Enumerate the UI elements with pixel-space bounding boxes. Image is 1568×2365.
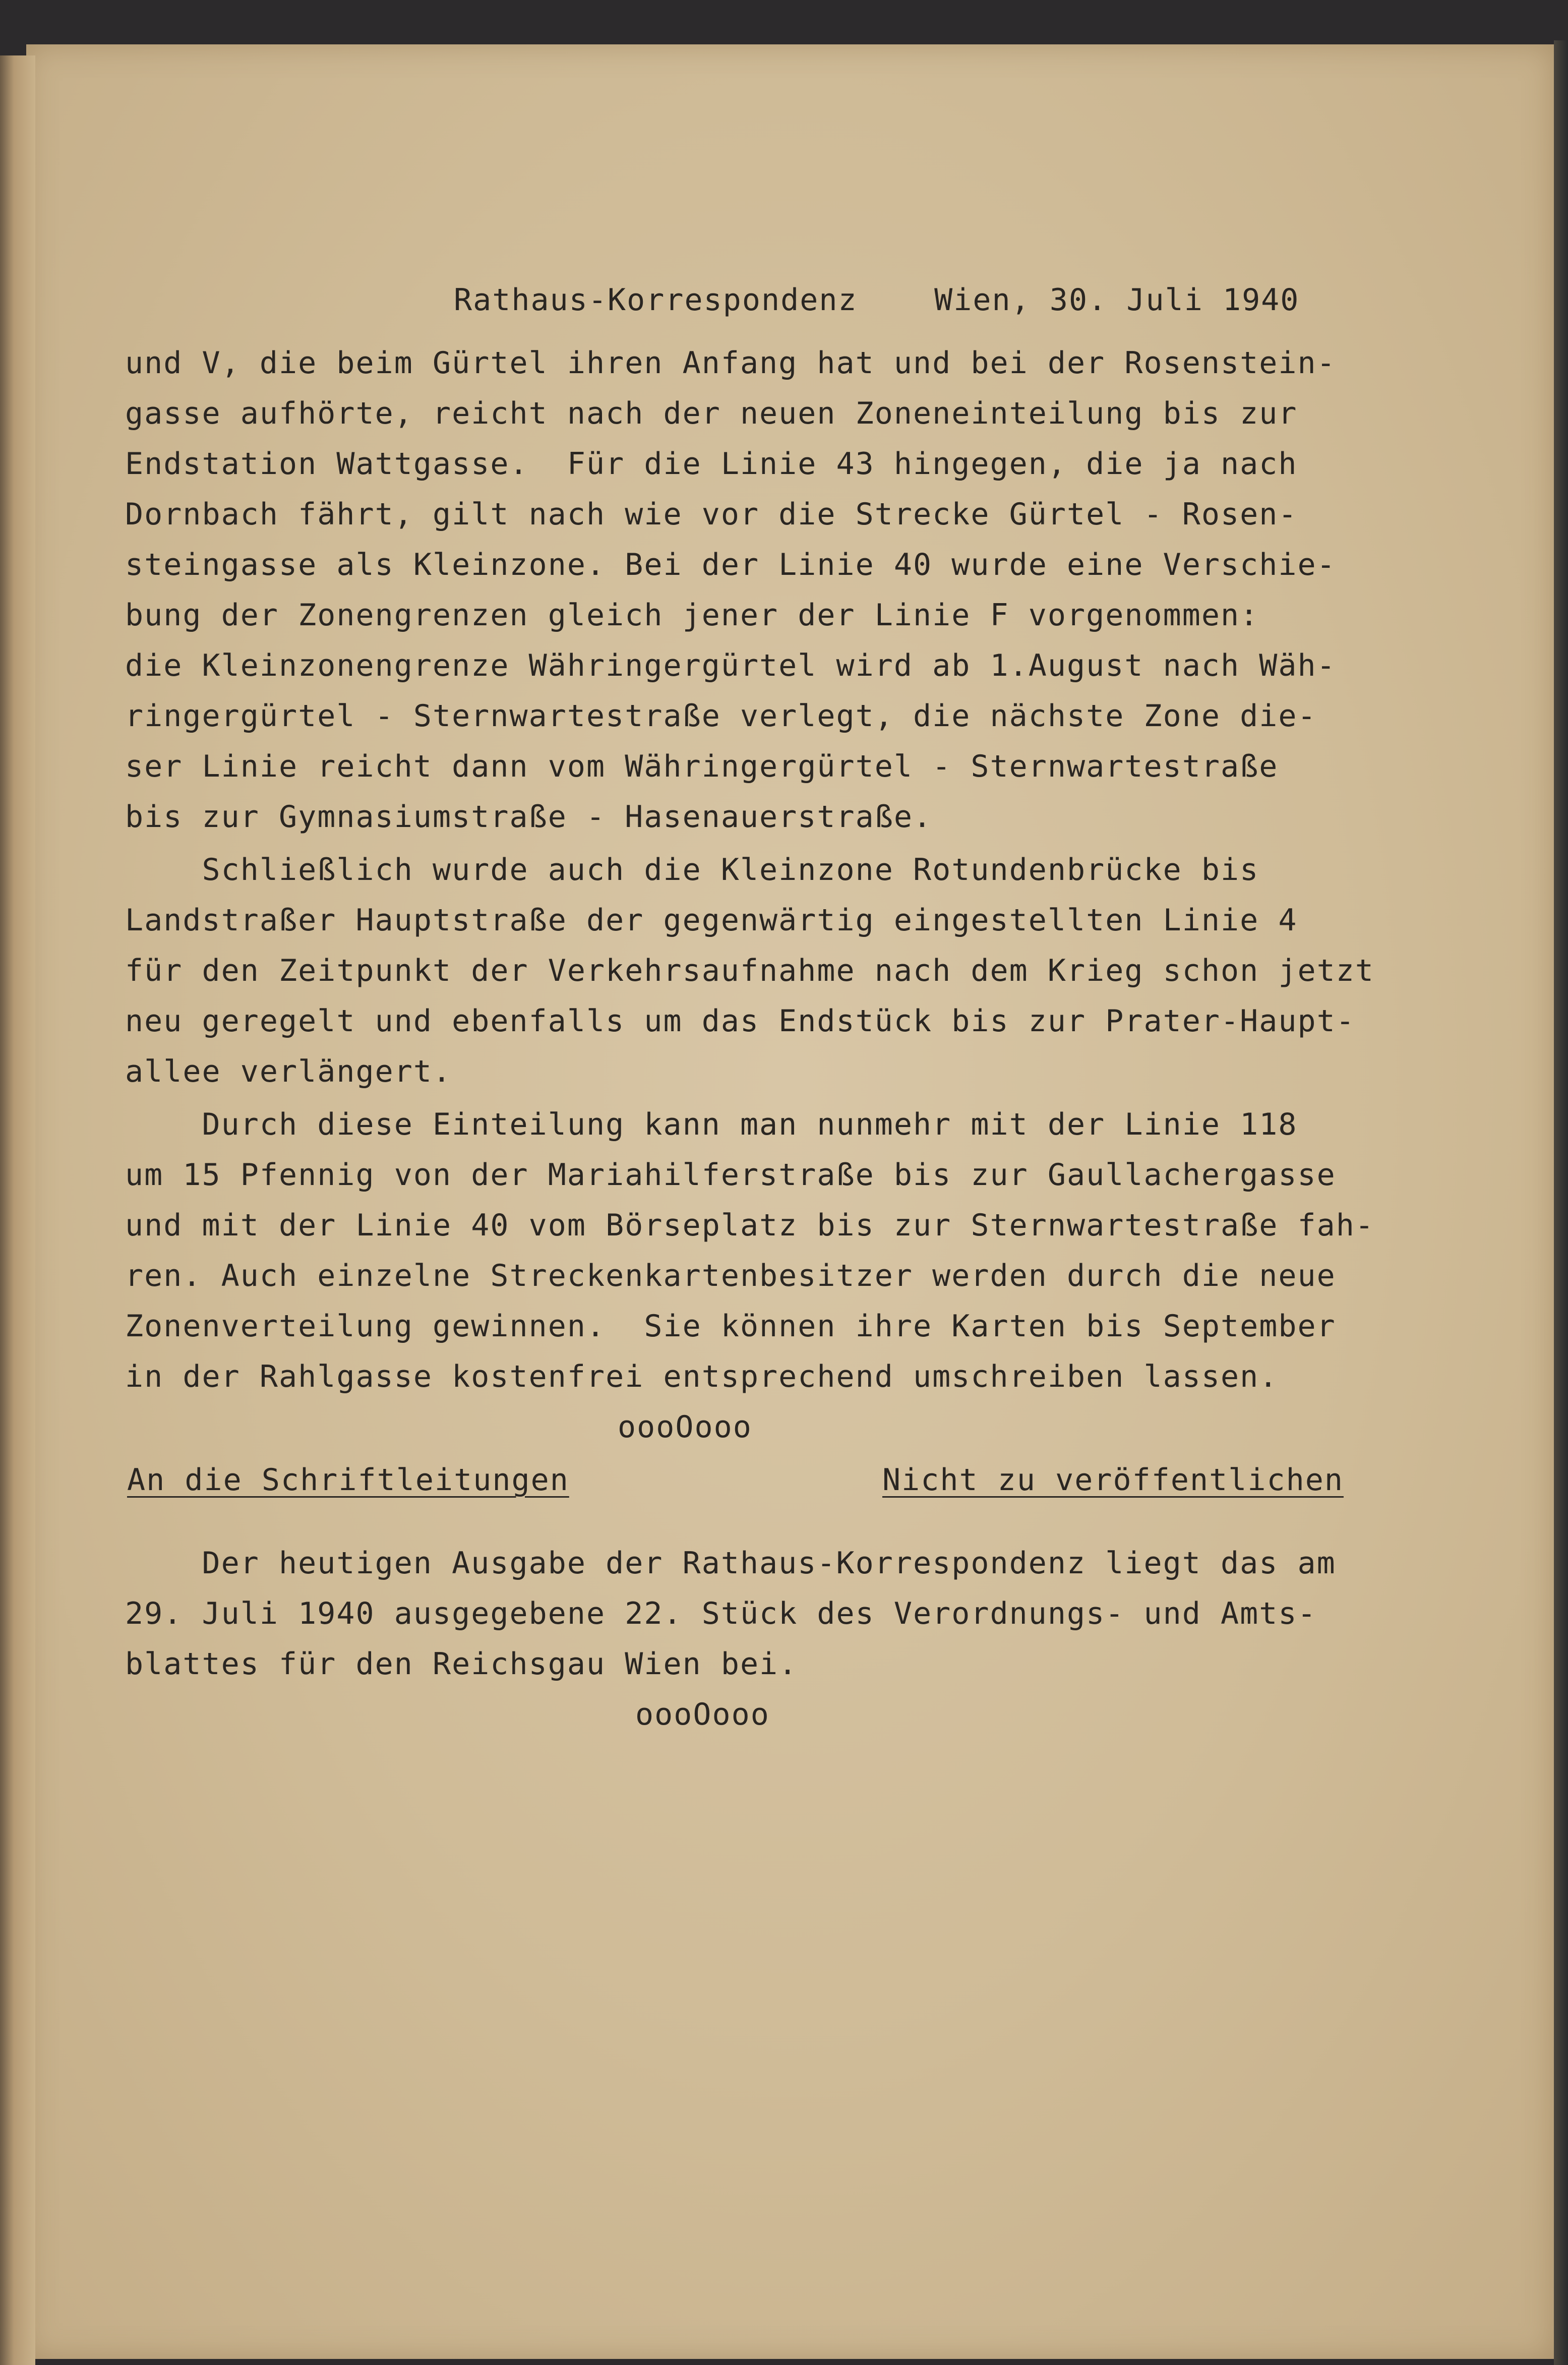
notice-restriction: Nicht zu veröffentlichen — [882, 1462, 1344, 1498]
text-line: Schließlich wurde auch die Kleinzone Rotundenbrücke bis — [125, 852, 1259, 888]
text-line: und mit der Linie 40 vom Börseplatz bis zur Sternwartestraße fah- — [125, 1208, 1374, 1243]
page-binding-edge — [0, 55, 35, 2365]
text-line: Dornbach fährt, gilt nach wie vor die Strecke Gürtel - Rosen- — [125, 497, 1298, 532]
text-line: ren. Auch einzelne Streckenkartenbesitzer werden durch die neue — [125, 1258, 1336, 1293]
text-line: Endstation Wattgasse. Für die Linie 43 hingegen, die ja nach — [125, 446, 1298, 482]
text-line: steingasse als Kleinzone. Bei der Linie 40 wurde eine Verschie- — [125, 547, 1336, 582]
text-line: die Kleinzonengrenze Währingergürtel wird ab 1.August nach Wäh- — [125, 648, 1336, 683]
notice-recipient: An die Schriftleitungen — [127, 1462, 569, 1498]
document-header — [454, 275, 1299, 325]
text-line: Durch diese Einteilung kann man nunmehr mit der Linie 118 — [125, 1107, 1298, 1142]
text-line: ser Linie reicht dann vom Währingergürtel - Sternwartestraße — [125, 749, 1279, 784]
text-line: gasse aufhörte, reicht nach der neuen Zoneneinteilung bis zur — [125, 396, 1298, 431]
header-dateline: Wien, 30. Juli 1940 — [934, 282, 1300, 318]
text-line: blattes für den Reichsgau Wien bei. — [125, 1646, 798, 1682]
text-line: Landstraßer Hauptstraße der gegenwärtig eingestellten Linie 4 — [125, 903, 1298, 938]
text-line: und V, die beim Gürtel ihren Anfang hat und bei der Rosenstein- — [125, 345, 1336, 381]
text-line: 29. Juli 1940 ausgegebene 22. Stück des Verordnungs- und Amts- — [125, 1596, 1317, 1631]
text-line: ringergürtel - Sternwartestraße verlegt, die nächste Zone die- — [125, 698, 1317, 734]
text-line: Der heutigen Ausgabe der Rathaus-Korrespondenz liegt das am — [125, 1546, 1336, 1581]
text-line: bis zur Gymnasiumstraße - Hasenauerstraße. — [125, 799, 933, 835]
text-line: für den Zeitpunkt der Verkehrsaufnahme nach dem Krieg schon jetzt — [125, 953, 1374, 988]
page-right-edge — [1554, 40, 1568, 2365]
text-line: um 15 Pfennig von der Mariahilferstraße bis zur Gaullachergasse — [125, 1157, 1336, 1193]
text-line: neu geregelt und ebenfalls um das Endstück bis zur Prater-Haupt- — [125, 1003, 1355, 1039]
separator: oooOooo — [635, 1697, 770, 1732]
text-line: Zonenverteilung gewinnen. Sie können ihre Karten bis September — [125, 1309, 1336, 1344]
header-title: Rathaus-Korrespondenz — [454, 282, 858, 318]
text-line: in der Rahlgasse kostenfrei entsprechend umschreiben lassen. — [125, 1359, 1279, 1394]
text-line: bung der Zonengrenzen gleich jener der Linie F vorgenommen: — [125, 598, 1259, 633]
separator: oooOooo — [618, 1409, 752, 1445]
text-line: allee verlängert. — [125, 1054, 452, 1089]
